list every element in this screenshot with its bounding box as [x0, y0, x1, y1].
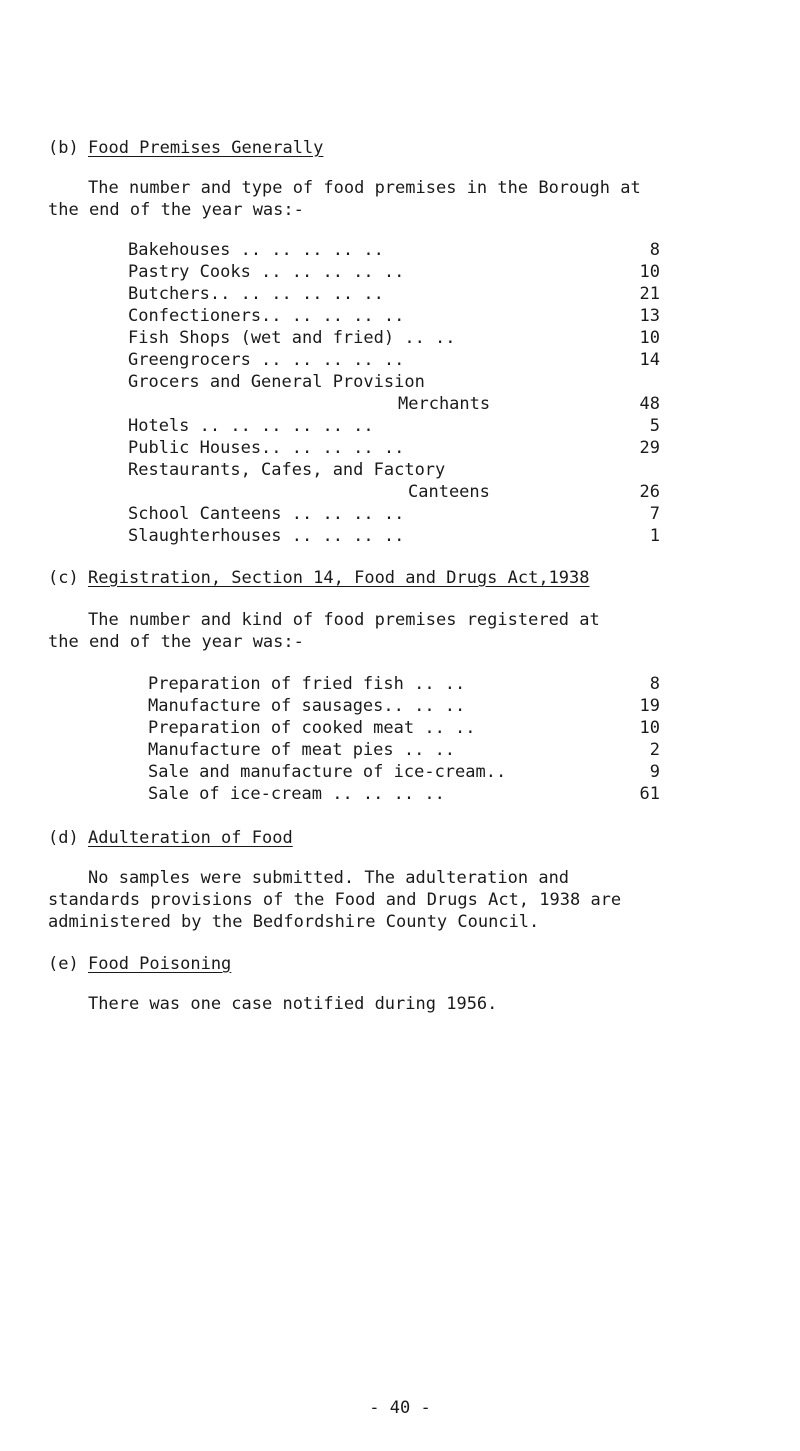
list-item-value: 61 — [639, 784, 660, 804]
list-item-label: Sale and manufacture of ice-cream.. — [148, 762, 507, 782]
list-item-value: 7 — [649, 504, 660, 524]
section-d-heading: Adulteration of Food — [88, 828, 293, 848]
list-item-label-cont: Canteens — [408, 482, 490, 502]
list-item-label: Preparation of fried fish .. .. — [148, 674, 466, 694]
list-item-label-cont: Merchants — [398, 394, 491, 414]
section-e-letter: (e) — [48, 954, 79, 974]
list-item-value: 19 — [639, 696, 660, 716]
list-item-label: Hotels .. .. .. .. .. .. — [128, 416, 374, 436]
list-item-label: Butchers.. .. .. .. .. .. — [128, 284, 384, 304]
page-number: - 40 - — [369, 1398, 431, 1418]
list-item-value: 5 — [649, 416, 660, 436]
section-d-letter: (d) — [48, 828, 79, 848]
section-b-heading: Food Premises Generally — [88, 138, 324, 158]
section-e-heading: Food Poisoning — [88, 954, 232, 974]
list-item-value: 10 — [639, 262, 660, 282]
list-item-label: Confectioners.. .. .. .. .. — [128, 306, 405, 326]
list-item-value: 21 — [639, 284, 660, 304]
list-item-label: Greengrocers .. .. .. .. .. — [128, 350, 405, 370]
list-item-label: Sale of ice-cream .. .. .. .. — [148, 784, 445, 804]
list-item-label: Manufacture of meat pies .. .. — [148, 740, 456, 760]
section-d-line3: administered by the Bedfordshire County Council. — [48, 912, 540, 932]
list-item-value: 10 — [639, 328, 660, 348]
list-item-value: 13 — [639, 306, 660, 326]
section-b-intro-line2: the end of the year was:- — [48, 200, 304, 220]
section-c-intro-line2: the end of the year was:- — [48, 632, 304, 652]
list-item-value: 8 — [649, 240, 660, 260]
list-item-label: Fish Shops (wet and fried) .. .. — [128, 328, 456, 348]
list-item-value: 10 — [639, 718, 660, 738]
list-item-label: Restaurants, Cafes, and Factory — [128, 460, 446, 480]
section-d-line2: standards provisions of the Food and Drugs Act, 1938 are — [48, 890, 622, 910]
section-b-letter: (b) — [48, 138, 79, 158]
list-item-value: 8 — [649, 674, 660, 694]
list-item-label: Grocers and General Provision — [128, 372, 425, 392]
list-item-value: 1 — [649, 526, 660, 546]
list-item-label: School Canteens .. .. .. .. — [128, 504, 405, 524]
list-item-label: Pastry Cooks .. .. .. .. .. — [128, 262, 405, 282]
section-b-intro-line1: The number and type of food premises in the Borough at — [88, 178, 641, 198]
list-item-label: Bakehouses .. .. .. .. .. — [128, 240, 384, 260]
list-item-value: 48 — [639, 394, 660, 414]
section-c-letter: (c) — [48, 568, 79, 588]
list-item-value: 14 — [639, 350, 660, 370]
section-c-intro-line1: The number and kind of food premises registered at — [88, 610, 600, 630]
list-item-label: Manufacture of sausages.. .. .. — [148, 696, 466, 716]
list-item-value: 29 — [639, 438, 660, 458]
list-item-label: Preparation of cooked meat .. .. — [148, 718, 476, 738]
list-item-label: Slaughterhouses .. .. .. .. — [128, 526, 405, 546]
section-d-line1: No samples were submitted. The adulteration and — [88, 868, 570, 888]
list-item-value: 26 — [639, 482, 660, 502]
section-c-heading: Registration, Section 14, Food and Drugs Act,1938 — [88, 568, 590, 588]
section-e-line1: There was one case notified during 1956. — [88, 994, 498, 1014]
list-item-value: 9 — [649, 762, 660, 782]
list-item-value: 2 — [649, 740, 660, 760]
list-item-label: Public Houses.. .. .. .. .. — [128, 438, 405, 458]
